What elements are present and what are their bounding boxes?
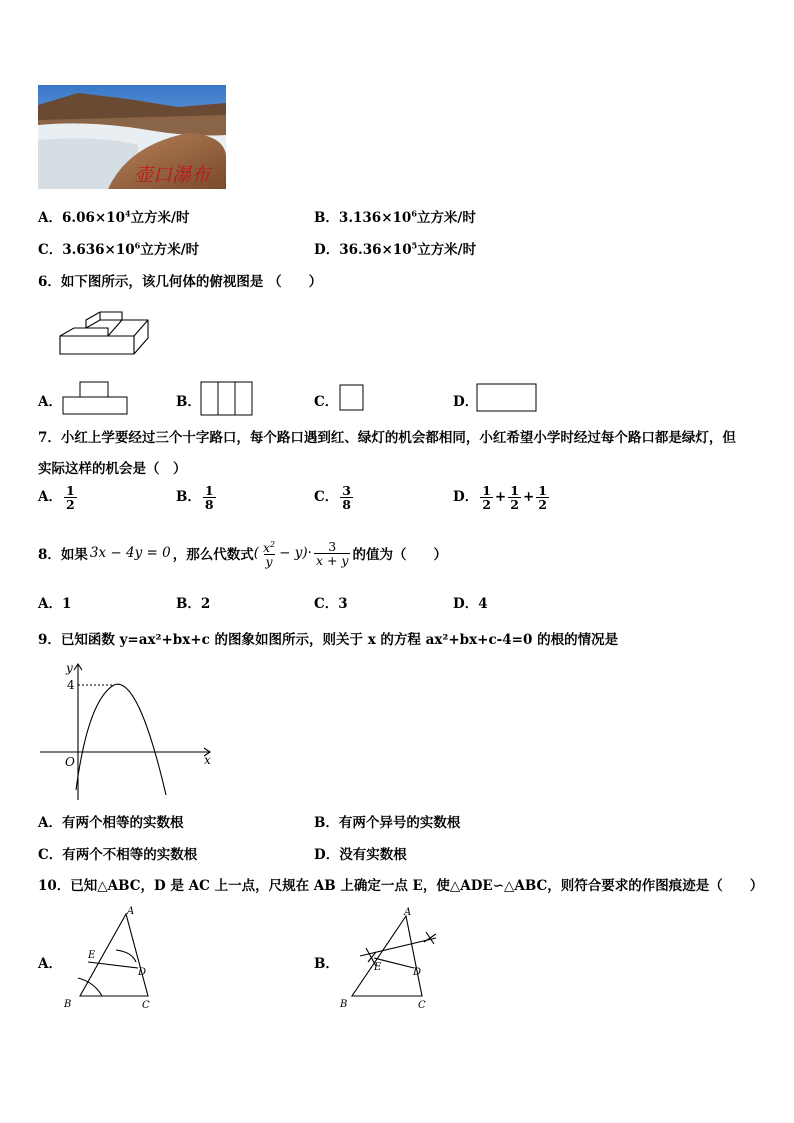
- photo-caption: 壶口瀑布: [134, 164, 211, 186]
- q9-question: 9．已知函数 y=ax²+bx+c 的图象如图所示，则关于 x 的方程 ax²+bx+c-4=0 的根的情况是: [38, 632, 619, 648]
- q6-option-d[interactable]: [476, 383, 538, 417]
- q8-question: 8．如果 3x − 4y = 0 ，那么代数式 ( $\frac{x^2}{y}$ − y)· $\frac{3}{x + y}$ 的值为（ ）: [38, 538, 447, 570]
- q6-option-a[interactable]: [62, 381, 128, 420]
- q7-option-b[interactable]: B． $\frac{1}{8}$: [176, 483, 214, 512]
- q8-option-a[interactable]: A．1: [38, 596, 72, 612]
- y-axis-label: y: [66, 661, 73, 675]
- waterfall-photo: [38, 85, 226, 189]
- svg-text:B: B: [64, 999, 72, 1010]
- q9-option-c[interactable]: C．有两个不相等的实数根: [38, 847, 198, 863]
- svg-text:D: D: [138, 967, 147, 978]
- origin-label: O: [65, 755, 75, 769]
- q10-option-b-label: B．: [314, 956, 339, 972]
- q9-option-a[interactable]: A．有两个相等的实数根: [38, 815, 184, 831]
- max-value-label: 4: [67, 678, 75, 692]
- q5-option-b[interactable]: B．$3.136\times 10^6$立方米/时: [314, 208, 476, 226]
- svg-text:A: A: [404, 907, 412, 918]
- q7-option-c[interactable]: C． $\frac{3}{8}$: [314, 483, 351, 512]
- q6-question: 6．如下图所示，该几何体的俯视图是 （ ）: [38, 274, 323, 290]
- x-axis-label: x: [204, 753, 211, 767]
- q6-option-b-label: B．: [176, 394, 201, 410]
- svg-text:C: C: [418, 1000, 426, 1011]
- q10-question: 10．已知△ABC，D 是 AC 上一点，尺规在 AB 上确定一点 E，使△ADE∽△ABC，则符合要求的作图痕迹是（ ）: [38, 878, 764, 894]
- svg-text:A: A: [127, 906, 135, 917]
- q6-option-a-label: A．: [38, 394, 62, 410]
- q5-option-c[interactable]: C．$3.636\times 10^6$立方米/时: [38, 240, 200, 258]
- svg-text:D: D: [413, 967, 422, 978]
- q7-question-line1: 7．小红上学要经过三个十字路口，每个路口遇到红、绿灯的机会都相同，小红希望小学时经过每个路口都是绿灯，但: [38, 430, 736, 446]
- svg-text:E: E: [374, 962, 382, 973]
- q5-option-d[interactable]: D．$36.36\times 10^5$立方米/时: [314, 240, 477, 258]
- svg-text:E: E: [88, 950, 96, 961]
- svg-text:B: B: [340, 999, 348, 1010]
- q9-parabola-graph: [38, 660, 218, 806]
- q8-option-c[interactable]: C．3: [314, 596, 348, 612]
- svg-text:C: C: [142, 1000, 150, 1011]
- q6-solid-figure: [56, 310, 156, 362]
- q8-option-d[interactable]: D．4: [453, 596, 488, 612]
- q8-option-b[interactable]: B．2: [176, 596, 211, 612]
- q7-question-line2: 实际这样的机会是（ ）: [38, 461, 187, 477]
- q7-option-a[interactable]: A． $\frac{1}{2}$: [38, 483, 75, 512]
- q7-option-d[interactable]: D． $\frac{1}{2}$ + $\frac{1}{2}$ + $\frac{1}{2}$: [453, 483, 547, 512]
- q5-option-a[interactable]: A．$6.06\times 10^4$立方米/时: [38, 208, 190, 226]
- q9-option-b[interactable]: B．有两个异号的实数根: [314, 815, 461, 831]
- q10-option-a-label: A．: [38, 956, 62, 972]
- q9-option-d[interactable]: D．没有实数根: [314, 847, 407, 863]
- q8-condition: 3x − 4y = 0: [89, 545, 171, 562]
- q6-option-c[interactable]: [339, 384, 365, 416]
- q8-expression: ( $\frac{x^2}{y}$ − y)· $\frac{3}{x + y}$: [253, 538, 349, 570]
- q6-option-d-label: D．: [453, 394, 479, 410]
- q6-option-b[interactable]: [200, 381, 254, 420]
- q10-option-b-figure[interactable]: [336, 904, 446, 1016]
- q10-option-a-figure[interactable]: [60, 904, 160, 1016]
- q6-option-c-label: C．: [314, 394, 339, 410]
